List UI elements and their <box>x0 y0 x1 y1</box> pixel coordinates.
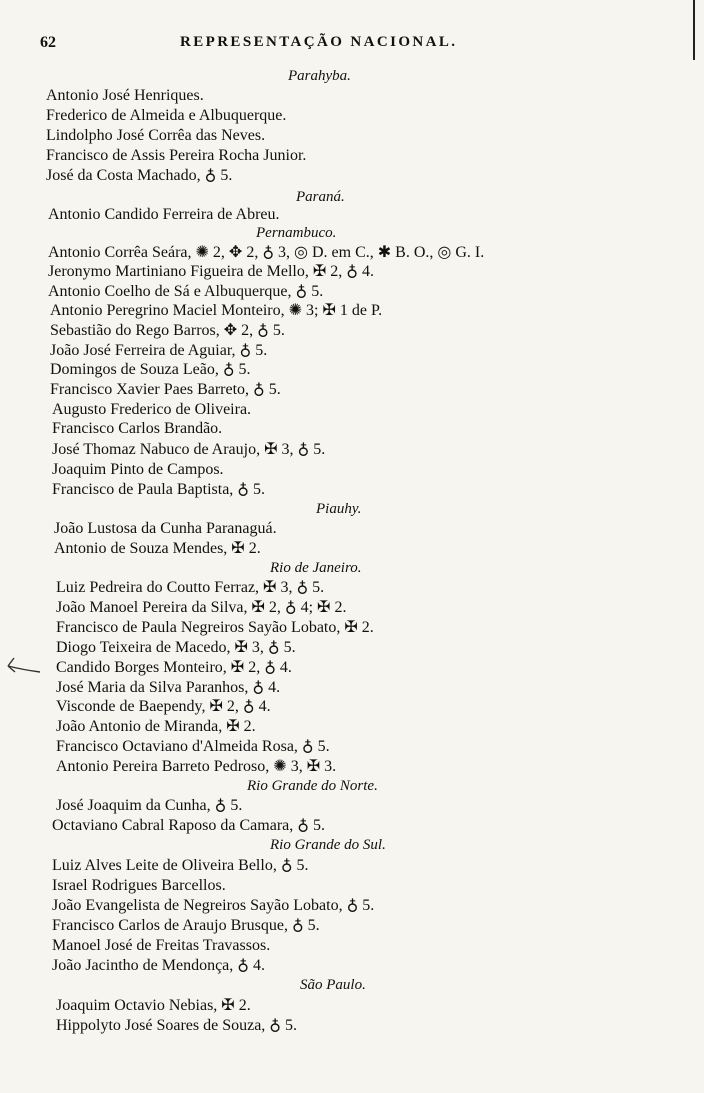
list-item: Sebastião do Rego Barros, ✥ 2, ♁ 5. <box>50 322 285 339</box>
list-item: Antonio Candido Ferreira de Abreu. <box>48 206 280 223</box>
list-item: Francisco Octaviano d'Almeida Rosa, ♁ 5. <box>56 738 330 755</box>
list-item: Augusto Frederico de Oliveira. <box>52 401 252 418</box>
section-heading: Paraná. <box>296 189 345 205</box>
list-item: Israel Rodrigues Barcellos. <box>52 877 226 894</box>
list-item: Joaquim Pinto de Campos. <box>52 461 224 478</box>
list-item: Francisco Xavier Paes Barreto, ♁ 5. <box>50 381 281 398</box>
list-item: Luiz Alves Leite de Oliveira Bello, ♁ 5. <box>52 857 309 874</box>
list-item: Frederico de Almeida e Albuquerque. <box>46 107 287 124</box>
list-item: Manoel José de Freitas Travassos. <box>52 937 271 954</box>
running-title: REPRESENTAÇÃO NACIONAL. <box>180 34 458 50</box>
list-item: Francisco de Paula Negreiros Sayão Lobato, ✠ 2. <box>56 619 374 636</box>
list-item: João Manoel Pereira da Silva, ✠ 2, ♁ 4; ✠ 2. <box>56 599 347 616</box>
section-heading: Pernambuco. <box>256 225 337 241</box>
list-item: Antonio Pereira Barreto Pedroso, ✺ 3, ✠ 3. <box>56 758 337 775</box>
list-item: Domingos de Souza Leão, ♁ 5. <box>50 361 251 378</box>
list-item: José Maria da Silva Paranhos, ♁ 4. <box>56 679 281 696</box>
list-item: Antonio José Henriques. <box>46 87 204 104</box>
list-item: Hippolyto José Soares de Souza, ♁ 5. <box>56 1017 297 1034</box>
list-item: Candido Borges Monteiro, ✠ 2, ♁ 4. <box>56 659 292 676</box>
list-item: Francisco Carlos de Araujo Brusque, ♁ 5. <box>52 917 320 934</box>
list-item: Antonio Peregrino Maciel Monteiro, ✺ 3; ✠ 1 de P. <box>50 302 383 319</box>
list-item: Antonio de Souza Mendes, ✠ 2. <box>54 540 261 557</box>
handwritten-arrow-icon <box>2 654 42 678</box>
list-item: Lindolpho José Corrêa das Neves. <box>46 127 266 144</box>
list-item: José Thomaz Nabuco de Araujo, ✠ 3, ♁ 5. <box>52 441 326 458</box>
page-number: 62 <box>40 34 56 51</box>
list-item: Antonio Corrêa Seára, ✺ 2, ✥ 2, ♁ 3, ◎ D. em C., ✱ B. O., ◎ G. I. <box>48 244 485 261</box>
list-item: João Lustosa da Cunha Paranaguá. <box>54 520 277 537</box>
list-item: Francisco de Paula Baptista, ♁ 5. <box>52 481 265 498</box>
list-item: Francisco de Assis Pereira Rocha Junior. <box>46 147 307 164</box>
list-item: Diogo Teixeira de Macedo, ✠ 3, ♁ 5. <box>56 639 296 656</box>
section-heading: Rio Grande do Norte. <box>247 778 378 794</box>
section-heading: Piauhy. <box>316 501 362 517</box>
list-item: Antonio Coelho de Sá e Albuquerque, ♁ 5. <box>48 283 324 300</box>
list-item: João Jacintho de Mendonça, ♁ 4. <box>52 957 265 974</box>
page-edge-mark <box>690 0 698 70</box>
list-item: Francisco Carlos Brandão. <box>52 420 223 437</box>
section-heading: São Paulo. <box>300 977 366 993</box>
list-item: Octaviano Cabral Raposo da Camara, ♁ 5. <box>52 817 325 834</box>
list-item: João Antonio de Miranda, ✠ 2. <box>56 718 256 735</box>
list-item: Luiz Pedreira do Coutto Ferraz, ✠ 3, ♁ 5. <box>56 579 325 596</box>
list-item: Jeronymo Martiniano Figueira de Mello, ✠ 2, ♁ 4. <box>48 263 374 280</box>
section-heading: Rio Grande do Sul. <box>270 837 386 853</box>
list-item: João Evangelista de Negreiros Sayão Lobato, ♁ 5. <box>52 897 375 914</box>
list-item: Joaquim Octavio Nebias, ✠ 2. <box>56 997 251 1014</box>
list-item: José Joaquim da Cunha, ♁ 5. <box>56 797 243 814</box>
list-item: João José Ferreira de Aguiar, ♁ 5. <box>50 342 268 359</box>
section-heading: Rio de Janeiro. <box>270 560 362 576</box>
section-heading: Parahyba. <box>288 68 351 84</box>
list-item: José da Costa Machado, ♁ 5. <box>46 167 233 184</box>
list-item: Visconde de Baependy, ✠ 2, ♁ 4. <box>56 698 271 715</box>
